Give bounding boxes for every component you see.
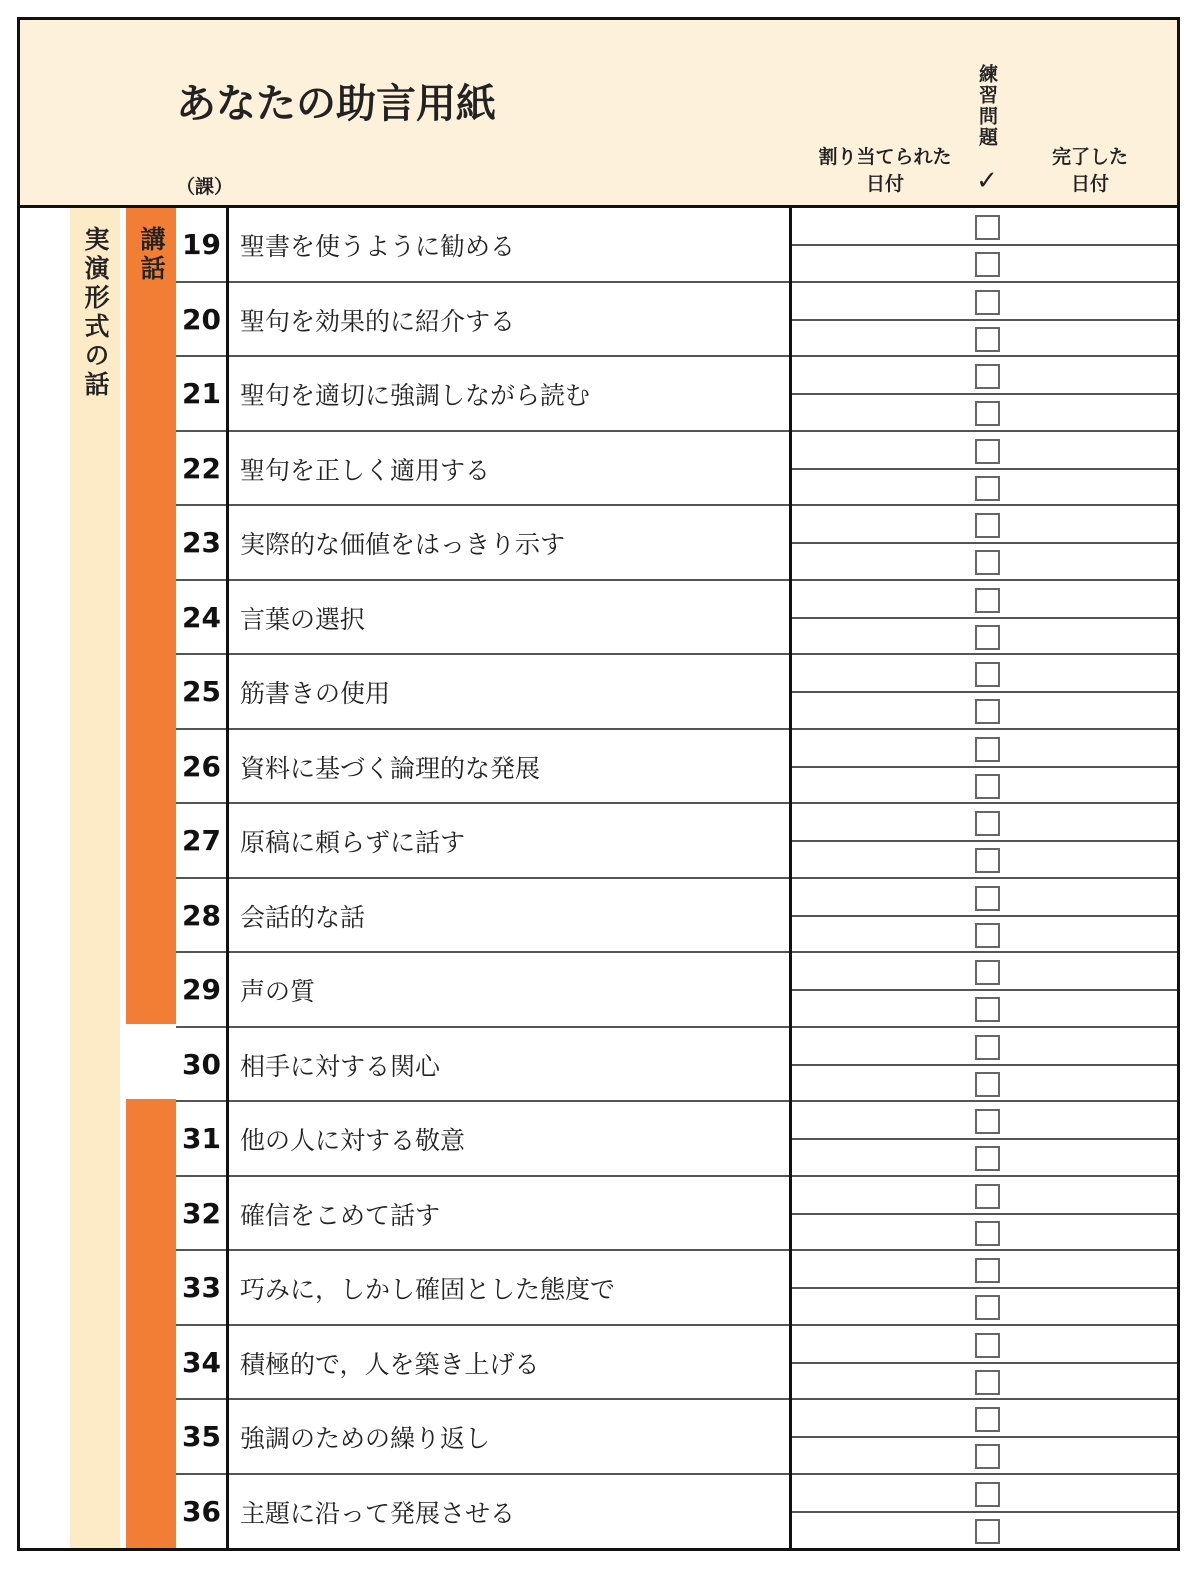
row-divider: [790, 1287, 1177, 1289]
lesson-number: 24: [182, 600, 221, 634]
lesson-title: 強調のための繰り返し: [240, 1424, 491, 1453]
lesson-row: [176, 283, 1177, 358]
exercise-header: 練習問題: [976, 64, 998, 148]
lesson-number: 34: [182, 1345, 221, 1379]
lesson-row: [176, 208, 1177, 283]
exercise-checkbox[interactable]: [975, 997, 1000, 1022]
column-divider: [226, 208, 229, 1548]
exercise-checkbox[interactable]: [975, 252, 1000, 277]
lesson-number: 26: [182, 749, 221, 783]
lesson-row: [176, 1400, 1177, 1475]
exercise-checkbox[interactable]: [975, 1035, 1000, 1060]
exercise-checkbox[interactable]: [975, 1407, 1000, 1432]
assigned-date-header: 割り当てられた 日付: [818, 146, 952, 195]
exercise-checkbox[interactable]: [975, 1109, 1000, 1134]
lesson-number: 31: [182, 1122, 221, 1155]
lesson-row: [176, 1251, 1177, 1326]
lesson-number: 27: [182, 824, 221, 857]
exercise-checkbox[interactable]: [975, 1295, 1000, 1320]
row-divider: [790, 1213, 1177, 1215]
talk-strip: [126, 208, 176, 1024]
exercise-checkbox[interactable]: [975, 699, 1000, 724]
lesson-title: 筋書きの使用: [240, 679, 391, 708]
exercise-checkbox[interactable]: [975, 886, 1000, 911]
lesson-number: 20: [182, 302, 221, 336]
lesson-title: 言葉の選択: [240, 604, 366, 634]
lesson-row: [176, 1028, 1177, 1103]
row-divider: [790, 319, 1177, 321]
exercise-checkbox[interactable]: [975, 774, 1000, 799]
row-divider: [790, 393, 1177, 395]
row-divider: [790, 915, 1177, 917]
lesson-number: 22: [182, 451, 221, 485]
lesson-number: 25: [182, 675, 221, 708]
exercise-checkbox[interactable]: [975, 1221, 1000, 1246]
exercise-checkbox[interactable]: [975, 550, 1000, 575]
lesson-title: 他の人に対する敬意: [240, 1126, 466, 1155]
lesson-number: 23: [182, 526, 221, 559]
lesson-row: [176, 730, 1177, 805]
lesson-title: 確信をこめて話す: [240, 1200, 441, 1230]
lesson-row: [176, 953, 1177, 1028]
lesson-column-label: （課）: [176, 176, 234, 198]
lesson-row: [176, 1177, 1177, 1252]
lesson-title: 巧みに，しかし確固とした態度で: [240, 1275, 616, 1304]
lesson-number: 36: [182, 1494, 221, 1528]
lesson-title: 原稿に頼らずに話す: [240, 828, 466, 857]
exercise-checkbox[interactable]: [975, 811, 1000, 836]
row-divider: [790, 244, 1177, 246]
lesson-number: 33: [182, 1271, 221, 1304]
lesson-row: [176, 1475, 1177, 1550]
lesson-title: 相手に対する関心: [240, 1051, 441, 1081]
lesson-number: 29: [182, 973, 221, 1006]
section-strip: [70, 208, 120, 1548]
lesson-row: [176, 804, 1177, 879]
row-divider: [790, 691, 1177, 693]
exercise-checkbox[interactable]: [975, 1184, 1000, 1209]
row-divider: [790, 542, 1177, 544]
lesson-number: 19: [182, 228, 221, 261]
exercise-checkbox[interactable]: [975, 1370, 1000, 1395]
row-divider: [790, 1436, 1177, 1438]
row-divider: [790, 617, 1177, 619]
exercise-checkbox[interactable]: [975, 439, 1000, 464]
lesson-row: [176, 581, 1177, 656]
exercise-checkbox[interactable]: [975, 1146, 1000, 1171]
row-divider: [790, 468, 1177, 470]
talk-label: 講話: [137, 226, 166, 284]
exercise-checkbox[interactable]: [975, 1482, 1000, 1507]
exercise-checkbox[interactable]: [975, 662, 1000, 687]
lesson-title: 聖句を適切に強調しながら読む: [240, 381, 591, 410]
lesson-title: 積極的で，人を築き上げる: [240, 1349, 540, 1379]
lesson-title: 聖句を正しく適用する: [240, 455, 491, 485]
lesson-title: 実際的な価値をはっきり示す: [240, 530, 566, 559]
exercise-checkbox[interactable]: [975, 401, 1000, 426]
lesson-row: [176, 1102, 1177, 1177]
lesson-row: [176, 506, 1177, 581]
check-mark-icon: ✓: [976, 166, 998, 196]
lesson-number: 30: [182, 1047, 221, 1081]
lesson-number: 28: [182, 898, 221, 932]
lesson-number: 35: [182, 1420, 221, 1453]
exercise-checkbox[interactable]: [975, 1519, 1000, 1544]
exercise-checkbox[interactable]: [975, 625, 1000, 650]
completed-date-header: 完了した 日付: [1051, 146, 1128, 195]
lesson-title: 主題に沿って発展させる: [240, 1498, 516, 1528]
exercise-checkbox[interactable]: [975, 1258, 1000, 1283]
page-title: あなたの助言用紙: [176, 81, 496, 127]
exercise-checkbox[interactable]: [975, 513, 1000, 538]
row-divider: [790, 989, 1177, 991]
lesson-number: 21: [182, 377, 221, 410]
exercise-checkbox[interactable]: [975, 737, 1000, 762]
lesson-title: 聖句を効果的に紹介する: [240, 306, 516, 336]
lesson-title: 声の質: [240, 977, 316, 1006]
lesson-row: [176, 879, 1177, 954]
exercise-checkbox[interactable]: [975, 1072, 1000, 1097]
exercise-checkbox[interactable]: [975, 327, 1000, 352]
exercise-checkbox[interactable]: [975, 848, 1000, 873]
row-divider: [790, 1064, 1177, 1066]
exercise-checkbox[interactable]: [975, 1333, 1000, 1358]
lesson-title: 資料に基づく論理的な発展: [240, 753, 541, 783]
lesson-row: [176, 357, 1177, 432]
column-divider: [789, 208, 792, 1548]
lesson-title: 会話的な話: [240, 902, 366, 932]
section-label: 実演形式の話: [81, 226, 110, 400]
row-divider: [790, 1511, 1177, 1513]
row-divider: [790, 1362, 1177, 1364]
exercise-checkbox[interactable]: [975, 588, 1000, 613]
row-divider: [790, 1138, 1177, 1140]
row-divider: [790, 766, 1177, 768]
row-divider: [790, 840, 1177, 842]
exercise-checkbox[interactable]: [975, 960, 1000, 985]
exercise-checkbox[interactable]: [975, 364, 1000, 389]
lesson-row: [176, 1326, 1177, 1401]
lesson-row: [176, 655, 1177, 730]
exercise-checkbox[interactable]: [975, 1444, 1000, 1469]
exercise-checkbox[interactable]: [975, 476, 1000, 501]
talk-strip: [126, 1099, 176, 1548]
lesson-title: 聖書を使うように勧める: [240, 232, 516, 261]
exercise-checkbox[interactable]: [975, 215, 1000, 240]
exercise-checkbox[interactable]: [975, 923, 1000, 948]
exercise-checkbox[interactable]: [975, 290, 1000, 315]
lesson-row: [176, 432, 1177, 507]
lesson-number: 32: [182, 1196, 221, 1230]
